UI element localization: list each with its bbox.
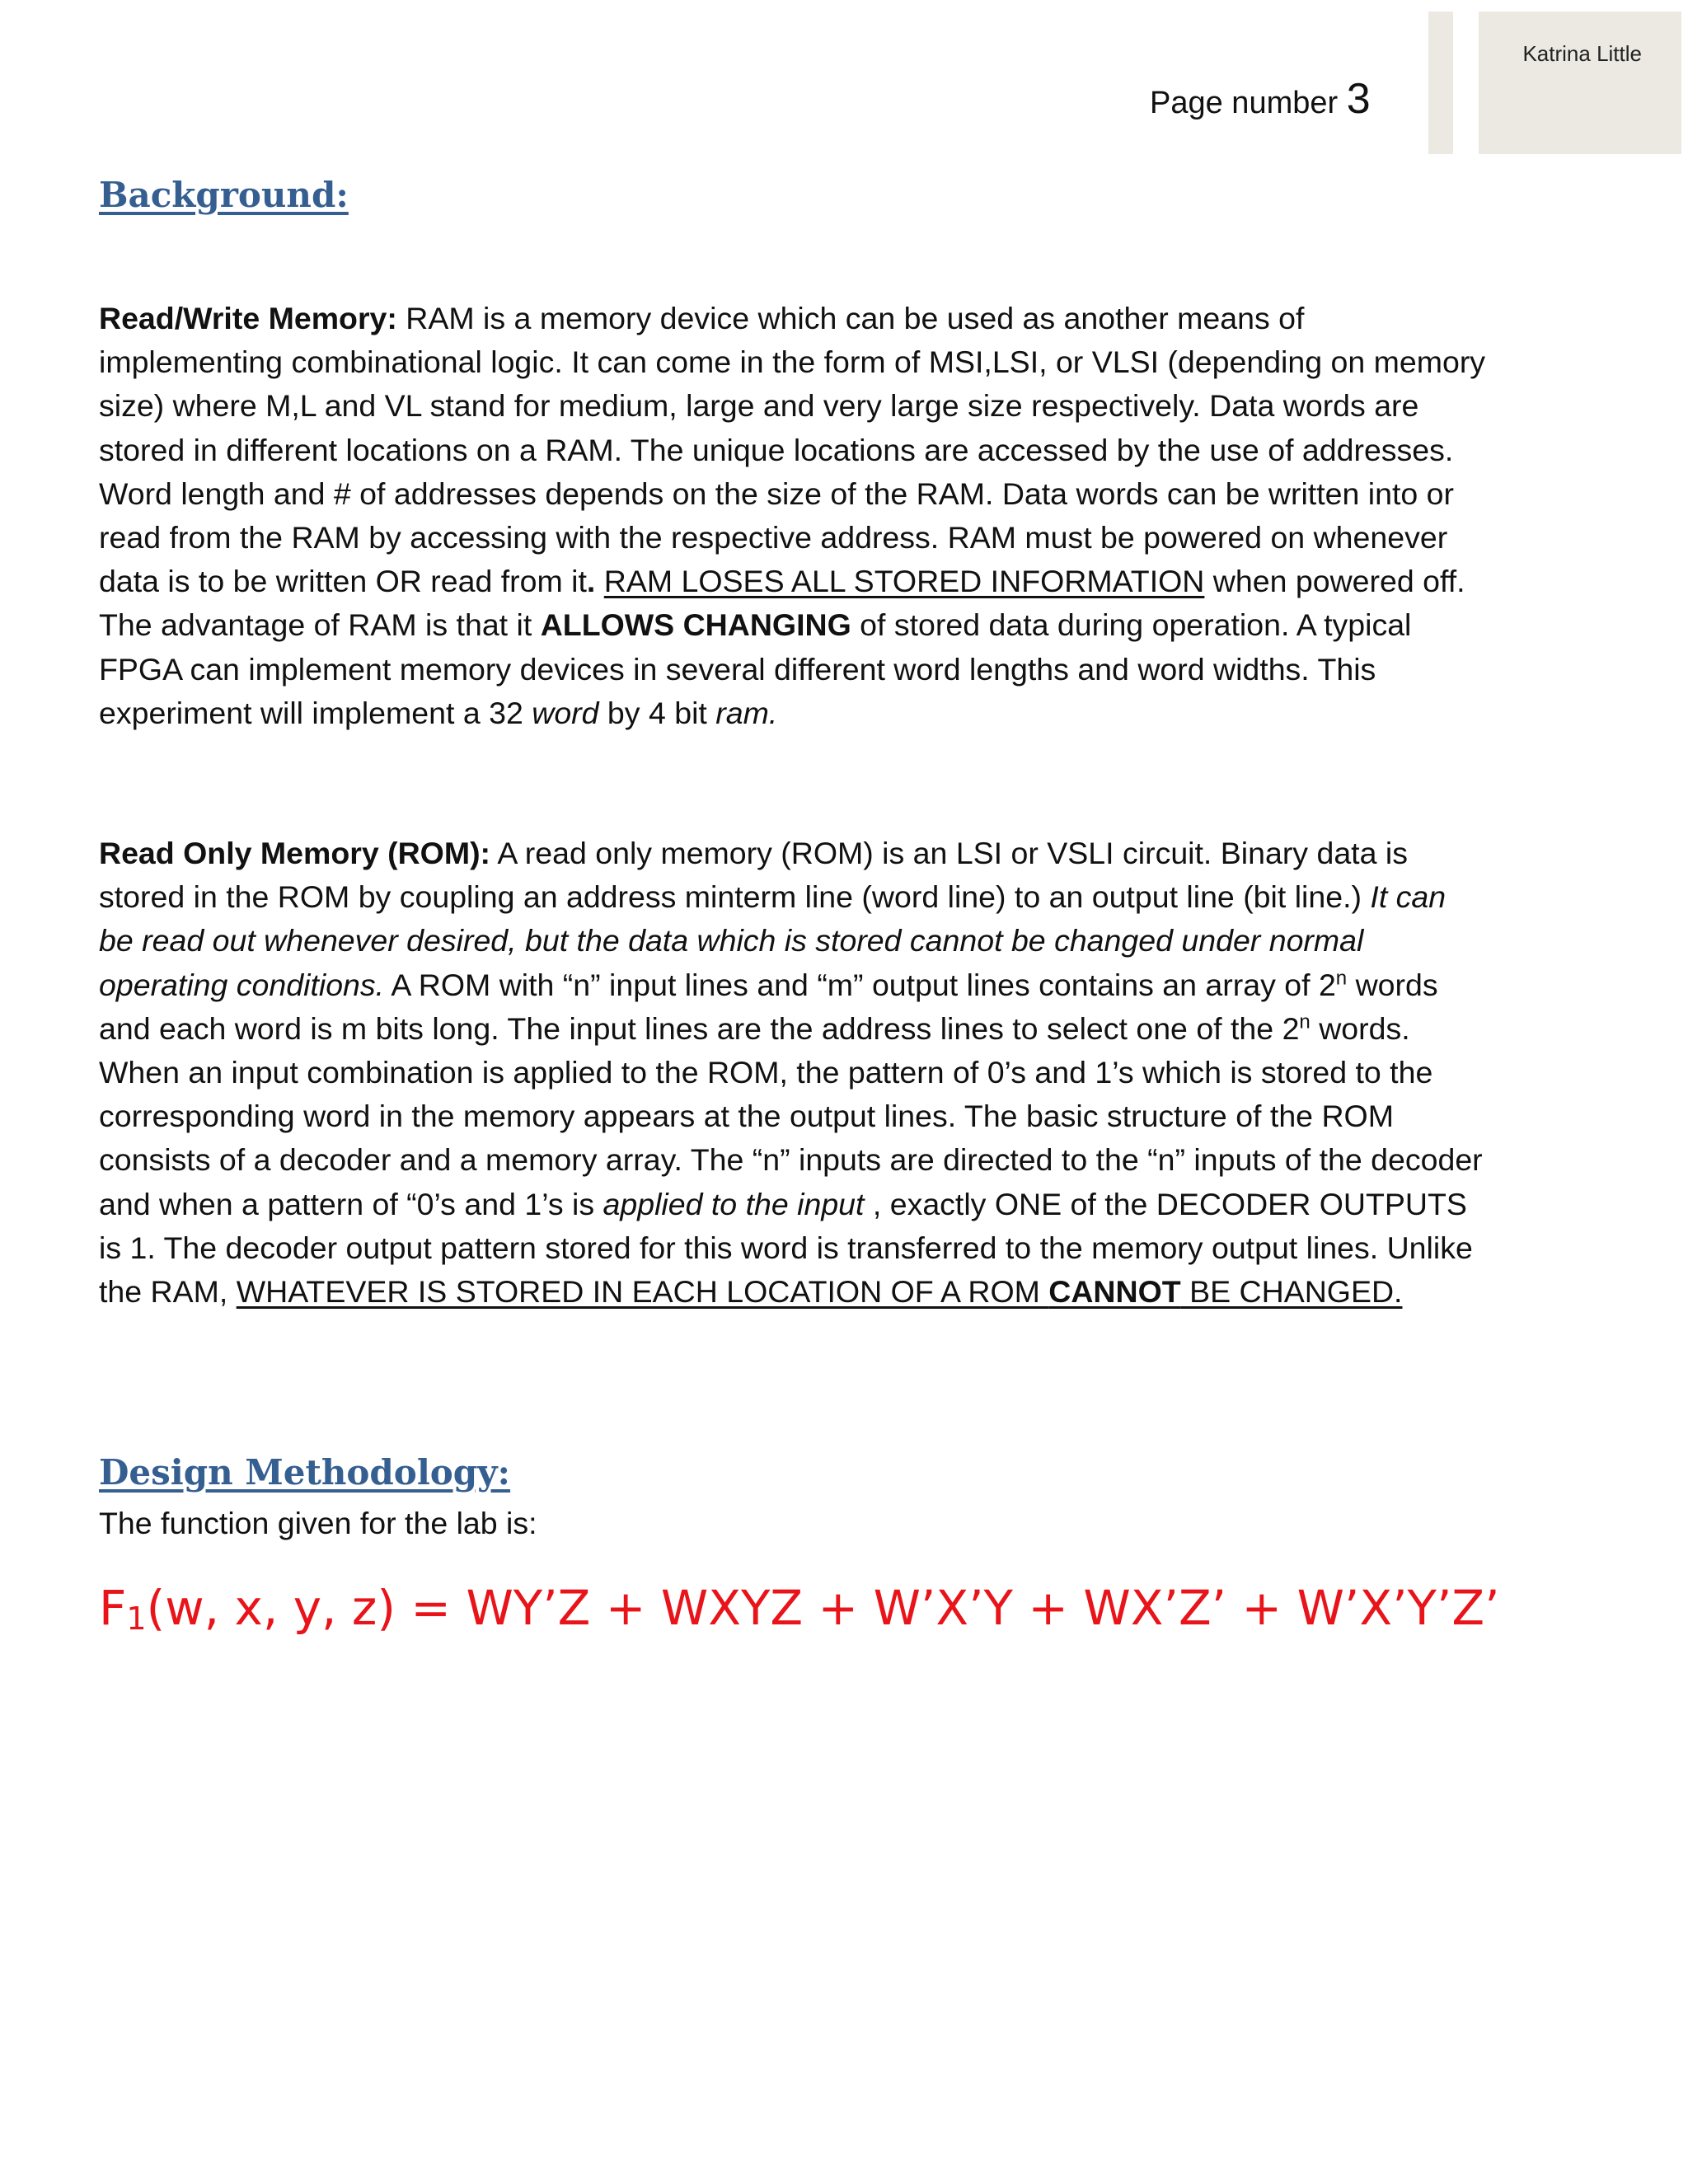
allows-changing-emphasis: ALLOWS CHANGING (540, 607, 851, 643)
page-number-label: Page number (1150, 86, 1347, 120)
ram-volatility-warning: RAM LOSES ALL STORED INFORMATION (603, 564, 1205, 599)
paragraph-line (99, 691, 1599, 735)
paragraph-text: , exactly ONE of the DECODER OUTPUTS (864, 1186, 1467, 1221)
paragraph-text: The advantage of RAM is that it (99, 607, 541, 643)
paragraph-text: words. (1310, 1010, 1410, 1046)
paragraph-text: ram. (715, 695, 778, 730)
formula-function-name: F (99, 1580, 127, 1636)
read-only-memory-paragraph (99, 832, 1599, 1314)
paragraph-text: word (532, 695, 599, 730)
read-write-memory-paragraph (99, 297, 1599, 735)
paragraph-line: is 1. The decoder output pattern stored for this word is transferred to the memory output lines. Unlike (99, 1230, 1473, 1265)
paragraph-text (595, 564, 603, 598)
paragraph-line: FPGA can implement memory devices in several different word lengths and word widths. This (99, 651, 1376, 687)
paragraph-line: read from the RAM by accessing with the respective address. RAM must be powered on whenever (99, 520, 1448, 555)
paragraph-line (99, 832, 1599, 875)
paragraph-line (99, 963, 1599, 1007)
paragraph-text: and when a pattern of “0’s and 1’s is (99, 1186, 603, 1221)
paragraph-text: the RAM, (99, 1274, 237, 1310)
paragraph-text: A ROM with “n” input lines and “m” output lines contains an array of 2 (384, 967, 1336, 1002)
header-decoration-bar (1428, 12, 1453, 154)
paragraph-line: size) where M,L and VL stand for medium, large and very large size respectively. Data words are (99, 388, 1419, 424)
paragraph-line: consists of a decoder and a memory array. The “n” inputs are directed to the “n” inputs of the decoder (99, 1142, 1483, 1178)
rom-immutability-warning (237, 1274, 1403, 1309)
paragraph-text: data is to be written OR read from it (99, 564, 587, 599)
paragraph-text: of stored data during operation. A typical (851, 607, 1412, 643)
paragraph-line: Word length and # of addresses depends on the size of the RAM. Data words can be written into or (99, 476, 1454, 511)
paragraph-line: implementing combinational logic. It can come in the form of MSI,LSI, or VLSI (depending on memory (99, 344, 1486, 380)
paragraph-line (99, 1270, 1599, 1314)
paragraph-text: and each word is m bits long. The input lines are the address lines to select one of the 2 (99, 1010, 1300, 1046)
paragraph-line: corresponding word in the memory appears at the output lines. The basic structure of the ROM (99, 1099, 1394, 1134)
cannot-emphasis: CANNOT (1048, 1274, 1181, 1310)
paragraph-text: It can (1370, 879, 1447, 915)
paragraph-line (99, 297, 1599, 340)
paragraph-text: A read only memory (ROM) is an LSI or VSLI circuit. Binary data is (490, 836, 1408, 870)
page-number-value: 3 (1346, 75, 1371, 123)
paragraph-text: operating conditions. (99, 967, 385, 1002)
paragraph-text: stored in the ROM by coupling an address minterm line (word line) to an output line (bit line.) (99, 879, 1371, 915)
paragraph-line (99, 1183, 1599, 1226)
design-intro-text: The function given for the lab is: (99, 1506, 537, 1540)
page-number (1150, 74, 1371, 124)
paragraph-line (99, 560, 1599, 603)
superscript-n: n (1299, 1010, 1311, 1033)
read-write-memory-label: Read/Write Memory: (99, 301, 397, 335)
paragraph-text: applied to the input (603, 1186, 865, 1221)
paragraph-text: words (1347, 967, 1438, 1002)
paragraph-line (99, 875, 1599, 919)
paragraph-line: be read out whenever desired, but the data which is stored cannot be changed under normal (99, 923, 1364, 958)
background-heading: Background: (99, 175, 349, 215)
author-name: Katrina Little (1522, 41, 1642, 66)
superscript-n: n (1335, 967, 1348, 990)
paragraph-line: stored in different locations on a RAM. The unique locations are accessed by the use of addresses. (99, 432, 1454, 467)
paragraph-text: RAM is a memory device which can be used as another means of (396, 301, 1305, 335)
boolean-function-formula (99, 1580, 1500, 1637)
design-methodology-heading: Design Methodology: (99, 1452, 511, 1493)
paragraph-text: BE CHANGED. (1180, 1274, 1403, 1310)
paragraph-line (99, 1007, 1599, 1051)
paragraph-line (99, 603, 1599, 647)
header-author-box (1479, 12, 1681, 154)
paragraph-text: when powered off. (1204, 564, 1465, 599)
paragraph-text: by 4 bit (598, 695, 716, 730)
formula-subscript: 1 (126, 1601, 147, 1637)
read-only-memory-label: Read Only Memory (ROM): (99, 836, 491, 870)
paragraph-text: WHATEVER IS STORED IN EACH LOCATION OF A ROM (236, 1274, 1049, 1310)
paragraph-text: . (586, 564, 596, 599)
paragraph-text: experiment will implement a 32 (99, 695, 532, 730)
paragraph-line: When an input combination is applied to the ROM, the pattern of 0’s and 1’s which is stored to the (99, 1055, 1433, 1090)
formula-expression: (w, x, y, z) = WY’Z + WXYZ + W’X’Y + WX’Z’ + W’X’Y’Z’ (146, 1580, 1500, 1636)
